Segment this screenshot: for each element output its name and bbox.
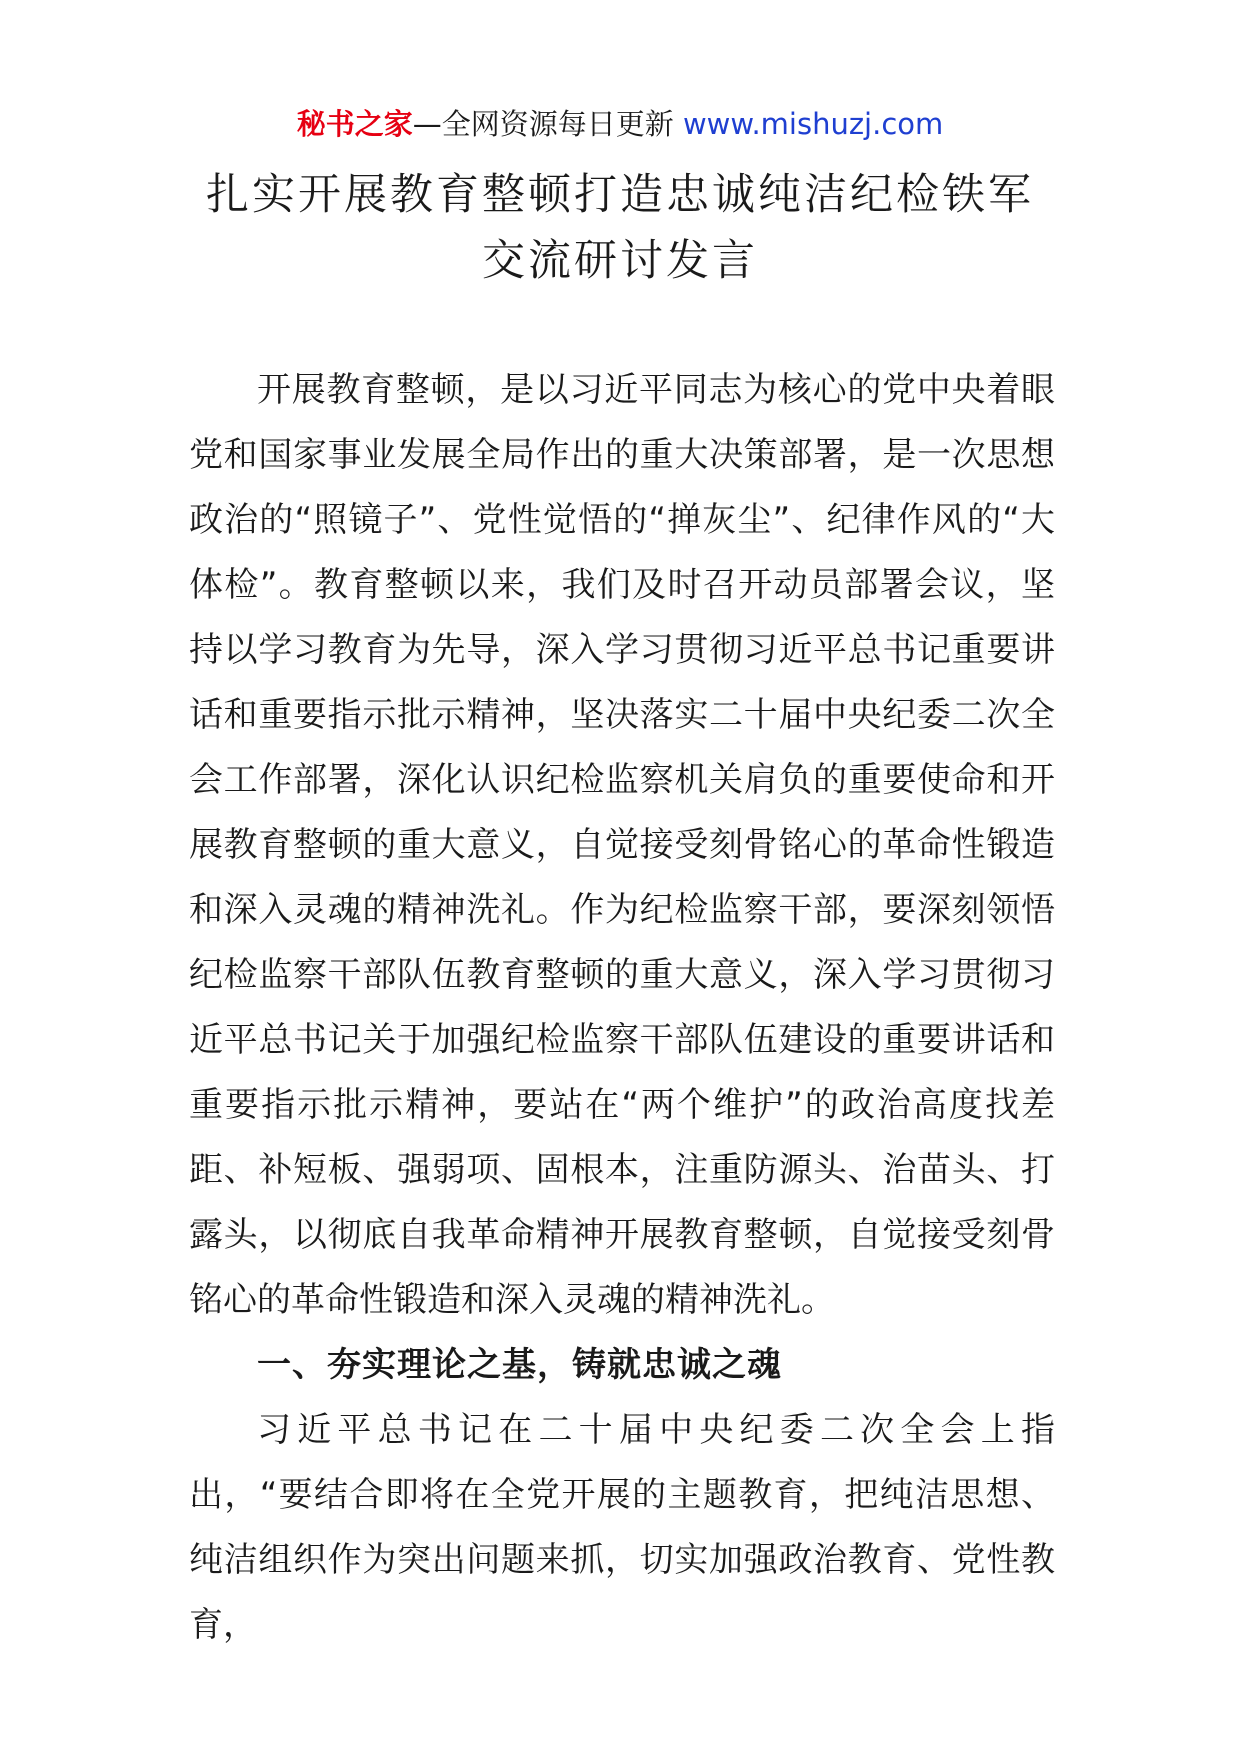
document-title-line1: 扎实开展教育整顿打造忠诚纯洁纪检铁军 (206, 170, 1034, 220)
site-url-link[interactable]: www.mishuzj.com (682, 107, 944, 141)
document-body (189, 358, 1055, 1658)
site-header (0, 104, 1240, 144)
document-title (150, 162, 1090, 294)
body-paragraph-section1: 习近平总书记在二十届中央纪委二次全会上指出，“要结合即将在全党开展的主题教育，把纯洁思想、纯洁组织作为突出问题来抓，切实加强政治教育、党性教育， (189, 1410, 1055, 1645)
section-heading-1: 一、夯实理论之基，铸就忠诚之魂 (257, 1345, 782, 1385)
document-title-line2: 交流研讨发言 (482, 236, 758, 286)
site-slogan: —全网资源每日更新 (412, 107, 674, 141)
site-brand: 秘书之家 (296, 107, 413, 141)
body-paragraph-intro: 开展教育整顿，是以习近平同志为核心的党中央着眼党和国家事业发展全局作出的重大决策部署，是一次思想政治的“照镜子”、党性觉悟的“掸灰尘”、纪律作风的“大体检”。教育整顿以来，我们及时召开动员部署会议，坚持以学习教育为先导，深入学习贯彻习近平总书记重要讲话和重要指示批示精神，坚决落实二十届中央纪委二次全会工作部署，深化认识纪检监察机关肩负的重要使命和开展教育整顿的重大意义，自觉接受刻骨铭心的革命性锻造和深入灵魂的精神洗礼。作为纪检监察干部，要深刻领悟纪检监察干部队伍教育整顿的重大意义，深入学习贯彻习近平总书记关于加强纪检监察干部队伍建设的重要讲话和重要指示批示精神，要站在“两个维护”的政治高度找差距、补短板、强弱项、固根本，注重防源头、治苗头、打露头，以彻底自我革命精神开展教育整顿，自觉接受刻骨铭心的革命性锻造和深入灵魂的精神洗礼。 (189, 370, 1055, 1320)
